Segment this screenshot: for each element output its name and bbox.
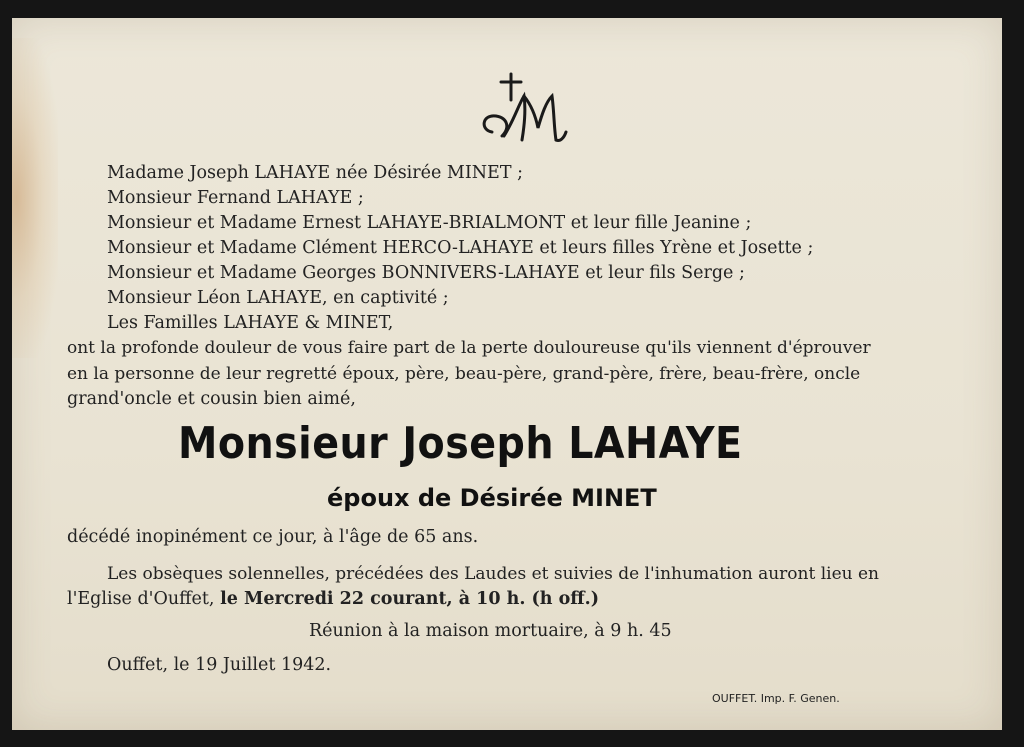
family-line: Monsieur et Madame Georges BONNIVERS-LAHAYE et leur fils Serge ; [107,263,745,283]
family-line: Monsieur Fernand LAHAYE ; [107,188,364,208]
place-date: Ouffet, le 19 Juillet 1942. [107,655,332,675]
paper-stain [12,38,58,358]
cross-monogram-icon [474,70,569,150]
death-notice: décédé inopinément ce jour, à l'âge de 65 ans. [67,527,479,547]
family-line: Monsieur Léon LAHAYE, en captivité ; [107,288,449,308]
funeral-line [67,589,599,609]
family-line: Monsieur et Madame Clément HERCO-LAHAYE et leurs filles Yrène et Josette ; [107,238,814,258]
funeral-date-time: le Mercredi 22 courant, à 10 h. (h off.) [220,589,600,609]
family-line: Madame Joseph LAHAYE née Désirée MINET ; [107,163,523,183]
funeral-line: Les obsèques solennelles, précédées des Laudes et suivies de l'inhumation auront lieu en [107,564,879,584]
announcement-line: ont la profonde douleur de vous faire part de la perte douloureuse qu'ils viennent d'éprouver [67,338,871,358]
announcement-line: grand'oncle et cousin bien aimé, [67,389,356,409]
printer-credit: OUFFET. Imp. F. Genen. [712,692,840,705]
meeting-line: Réunion à la maison mortuaire, à 9 h. 45 [309,621,672,641]
family-line: Monsieur et Madame Ernest LAHAYE-BRIALMONT et leur fille Jeanine ; [107,213,752,233]
mourning-card [12,18,1002,730]
deceased-name: Monsieur Joseph LAHAYE [178,418,743,469]
family-line: Les Familles LAHAYE & MINET, [107,313,394,333]
announcement-line: en la personne de leur regretté époux, père, beau-père, grand-père, frère, beau-frère, oncle [67,364,861,384]
funeral-church: l'Eglise d'Ouffet, [67,589,215,609]
deceased-spouse: époux de Désirée MINET [327,484,657,512]
